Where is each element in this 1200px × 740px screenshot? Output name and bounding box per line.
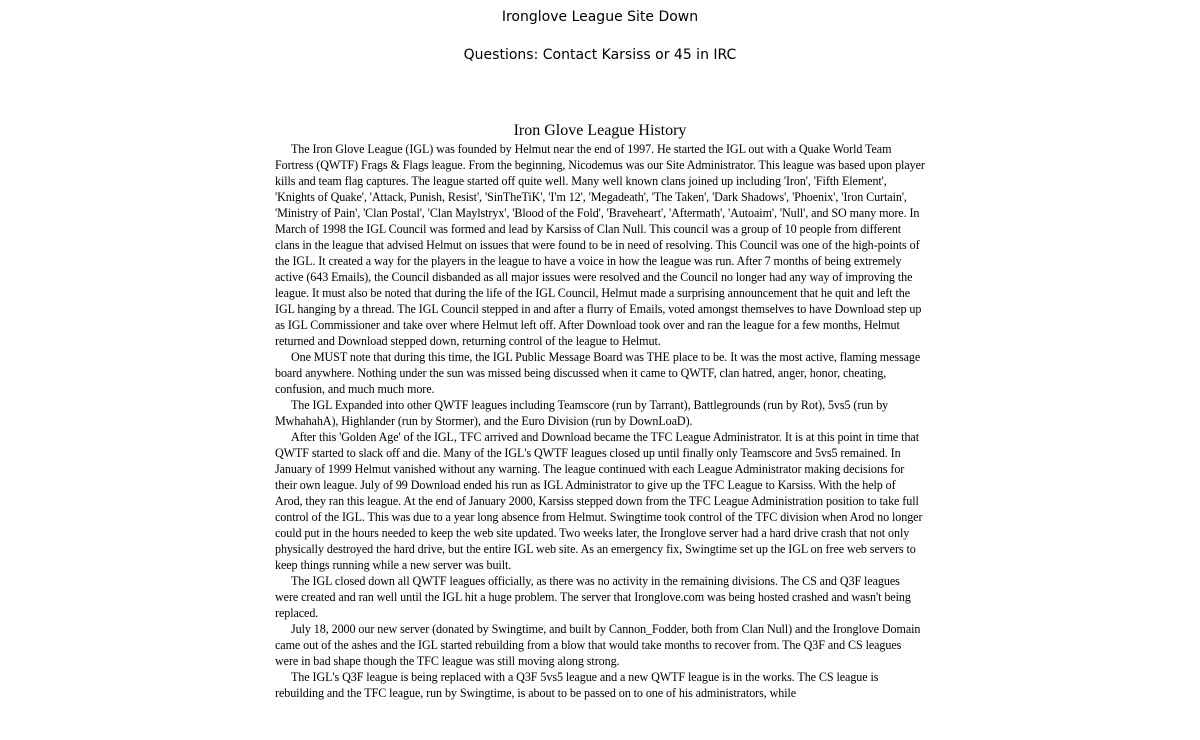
- history-title: Iron Glove League History: [513, 122, 687, 139]
- contact-notice: Questions: Contact Karsiss or 45 in IRC: [463, 47, 737, 63]
- history-section: [275, 121, 925, 740]
- history-paragraph-expansion: The IGL Expanded into other QWTF leagues including Teamscore (run by Tarrant), Battlegrounds (run by Rot), 5vs5 (run by MwhahahA), Highlander (run by Stormer), and the Euro Division (run by DownLoaD).: [275, 398, 889, 428]
- history-paragraph-current: The IGL's Q3F league is being replaced with a Q3F 5vs5 league and a new QWTF league is in the works. The CS league is rebuilding and the TFC league, run by Swingtime, is about to be passed on to one of his administrators, while: [275, 670, 879, 700]
- history-paragraph-new-server: July 18, 2000 our new server (donated by Swingtime, and built by Cannon_Fodder, both from Clan Null) and the Ironglove Domain came out of the ashes and the IGL started rebuilding from a blow that would take months to recover from. The Q3F and CS leagues were in bad shape though the TFC league was still moving along strong.: [275, 622, 921, 668]
- history-paragraph-golden-age: After this 'Golden Age' of the IGL, TFC arrived and Download became the TFC League Administrator. It is at this point in time that QWTF started to slack off and die. Many of the IGL's QWTF leagues closed up until finally only Teamscore and 5vs5 remained. In January of 1999 Helmut vanished without any warning. The league continued with each League Administrator making decisions for their own league. July of 99 Download ended his run as IGL Administrator to give up the TFC League to Karsiss. With the help of Arod, they ran this league. At the end of January 2000, Karsiss stepped down from the TFC League Administration position to take full control of the IGL. This was due to a year long absence from Helmut. Swingtime took control of the TFC division when Arod no longer could put in the hours needed to keep the web site updated. Two weeks later, the Ironglove server had a hard drive crash that not only physically destroyed the hard drive, but the entire IGL web site. As an emergency fix, Swingtime set up the IGL on free web servers to keep things running while a new server was built.: [275, 430, 923, 572]
- history-paragraph-message-board: One MUST note that during this time, the IGL Public Message Board was THE place to be. It was the most active, flaming message board anywhere. Nothing under the sun was missed being discussed when it came to QWTF, clan hatred, anger, honor, cheating, confusion, and much much more.: [275, 350, 921, 396]
- site-down-heading: Ironglove League Site Down: [501, 9, 699, 25]
- history-paragraph-qwtf-closure: The IGL closed down all QWTF leagues officially, as there was no activity in the remaining divisions. The CS and Q3F leagues were created and ran well until the IGL hit a huge problem. The server that Ironglove.com was being hosted crashed and wasn't being replaced.: [275, 574, 911, 620]
- history-paragraph-founding: The Iron Glove League (IGL) was founded by Helmut near the end of 1997. He started the IGL out with a Quake World Team Fortress (QWTF) Frags & Flags league. From the beginning, Nicodemus was our Site Administrator. This league was based upon player kills and team flag captures. The league started off quite well. Many well known clans joined up including 'Iron', 'Fifth Element', 'Knights of Quake', 'Attack, Punish, Resist', 'SinTheTiK', 'I'm 12', 'Megadeath', 'The Taken', 'Dark Shadows', 'Phoenix', 'Iron Curtain', 'Ministry of Pain', 'Clan Postal', 'Clan Maylstryx', 'Blood of the Fold', 'Braveheart', 'Aftermath', 'Autoaim', 'Null', and SO many more. In March of 1998 the IGL Council was formed and lead by Karsiss of Clan Null. This council was a group of 10 people from different clans in the league that advised Helmut on issues that were found to be in need of resolving. This Council was one of the high-points of the IGL. It created a way for the players in the league to have a voice in how the league was run. After 7 months of being extremely active (643 Emails), the Council disbanded as all major issues were resolved and the Council no longer had any way of improving the league. It must also be noted that during the life of the IGL Council, Helmut made a surprising announcement that he quit and left the IGL hanging by a thread. The IGL Council stepped in and after a flurry of Emails, voted amongst themselves to have Download step up as IGL Commissioner and take over where Helmut left off. After Download took over and ran the league for a few months, Helmut returned and Download stepped down, returning control of the league to Helmut.: [275, 142, 925, 348]
